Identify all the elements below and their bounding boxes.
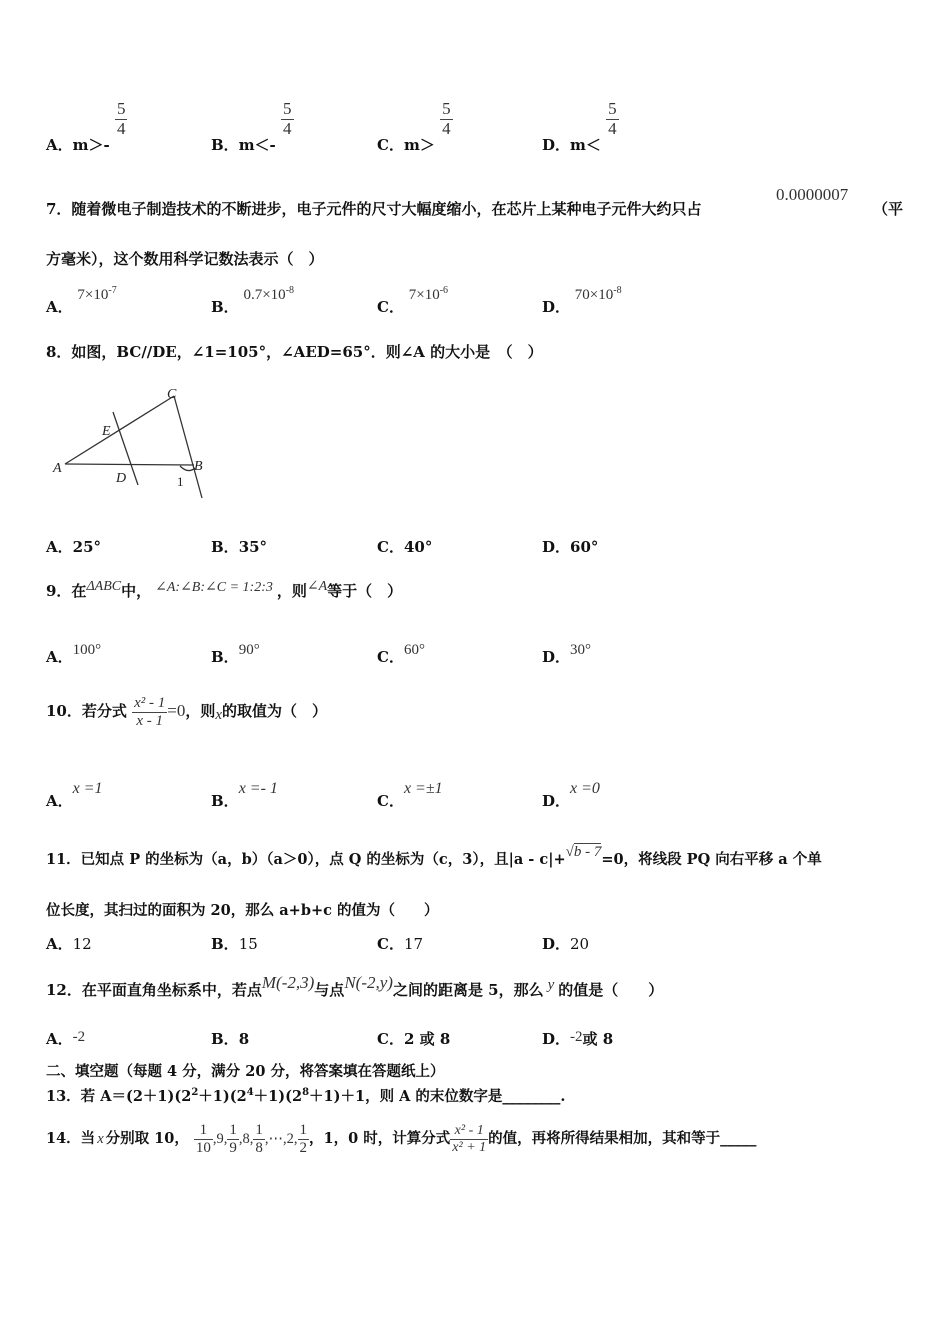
q7-option-a: A． $7\times 10^{-7}$ [46, 285, 117, 316]
sci-notation: $70\times 10^{-8}$ [574, 285, 622, 303]
q12-option-a: A．-2 [46, 1029, 86, 1048]
fraction-1-10: $\frac{1}{10}$ [195, 1122, 211, 1156]
q10-option-c: C．x =±1 [377, 780, 443, 810]
q11-option-b: B．15 [211, 935, 258, 953]
q10-stem: 10．若分式 $\frac{\text{x² - 1}}{x - 1}$ =0，则x的取值为（ ） [46, 695, 328, 729]
q8-options [46, 536, 846, 556]
line-ab [65, 464, 194, 465]
section-title: 二、填空题（每题 4 分，满分 20 分，将答案填在答题纸上） [46, 1063, 445, 1080]
q8-option-a: A．25° [46, 538, 102, 556]
fraction: $\frac{5}{4}$ [283, 99, 292, 138]
q9-option-c: C．60° [377, 642, 425, 666]
sci-notation: $7\times 10^{-7}$ [77, 285, 117, 303]
q10-option-b: B．x =- 1 [211, 780, 278, 810]
fraction: $\frac{5}{4}$ [116, 99, 126, 138]
q6-option-c: C．m＞ $\frac{5}{4}$ [377, 99, 451, 155]
sci-notation: $7\times 10^{-6}$ [408, 285, 449, 303]
q12-option-d: D．-2或 8 [542, 1029, 614, 1048]
label-e: E [102, 424, 111, 439]
q12-option-b: B．8 [211, 1030, 250, 1048]
fraction: $\frac{5}{4}$ [608, 99, 617, 138]
q12-option-c: C．2 或 8 [377, 1030, 451, 1048]
q10-option-a: A．x =1 [46, 780, 103, 810]
q7-option-c: C． $7\times 10^{-6}$ [377, 285, 449, 316]
label-c: C [167, 387, 177, 402]
q7-stem-line2: 方毫米），这个数用科学记数法表示（ ） [46, 250, 324, 268]
q9-option-d: D．30° [542, 642, 592, 666]
point-m: M(-2,3) [261, 973, 315, 992]
q7-option-b: B． $0.7\times 10^{-8}$ [211, 285, 295, 316]
q6-options [46, 99, 846, 155]
label-a: A [53, 461, 62, 476]
q7-options [46, 283, 846, 317]
fraction: $\frac{\text{x² - 1}}{x - 1}$ [134, 695, 166, 729]
sqrt-expression: √b - 7 [565, 844, 602, 860]
q7-stem-tail: （平 [873, 200, 904, 218]
q6-option-a: A．m＞- $\frac{5}{4}$ [46, 99, 126, 155]
fraction-1-9: $\frac{1}{9}$ [229, 1122, 237, 1156]
fraction: $\frac{5}{4}$ [442, 99, 451, 138]
q8-option-b: B．35° [211, 538, 268, 556]
angle-ratio: ∠A:∠B:∠C = 1:2:3 [155, 580, 273, 595]
label-d: D [116, 471, 127, 486]
q8-stem: 8．如图，BC//DE，∠1=105°，∠AED=65°．则∠A 的大小是 （ ） [46, 343, 543, 361]
fraction-expression: $\frac{\text{x² - 1}}{\text{x² + 1}}$ [452, 1123, 487, 1155]
q13-stem: 13．若 $A=(2+1)(2^2+1)(2^4+1)(2^8+1)+1$，则 A 的末位数字是________. [46, 1087, 566, 1105]
q14-stem: 14．当 x 分别取 10， $\frac{1}{10}$ ,9, $\frac{1}{9}$ ,8, $\frac{1}{8}$ ,⋯,2, $\frac{1}{2}$ ，1，0 时，计算分式 $\frac{\text{x² - 1}}{\text{x² + 1}}$ 的值，再将所得结果相加，其和等于_____ [46, 1122, 757, 1156]
q7-option-d: D． $70\times 10^{-8}$ [542, 285, 622, 316]
q11-option-c: C．17 [377, 935, 424, 953]
q8-triangle-figure [50, 380, 220, 505]
q7-value: 0.0000007 [776, 185, 849, 204]
q11-options [46, 933, 846, 953]
q6-option-b: B．m＜- $\frac{5}{4}$ [211, 99, 292, 155]
q11-stem-line1: 11．已知点 P 的坐标为（a，b）（a＞0），点 Q 的坐标为（c，3），且|a - c|+√b - 7=0，将线段 PQ 向右平移 a 个单 [46, 844, 822, 868]
q11-option-a: A．12 [46, 935, 92, 953]
q9-options [46, 638, 846, 668]
q8-option-c: C．40° [377, 538, 433, 556]
q9-option-b: B．90° [211, 642, 260, 666]
angle-a: ∠A [306, 579, 328, 594]
q9-option-a: A．100° [46, 642, 102, 666]
q8-option-d: D．60° [542, 538, 599, 556]
triangle-abc: ΔABC [86, 579, 122, 594]
q12-stem: 12．在平面直角坐标系中，若点M(-2,3)与点N(-2,y)之间的距离是 5，那么 y 的值是（ ） [46, 973, 664, 999]
q10-options [46, 777, 846, 810]
sci-notation: $0.7\times 10^{-8}$ [243, 285, 295, 303]
fraction-1-2: $\frac{1}{2}$ [299, 1122, 308, 1156]
point-n: N(-2,y) [344, 973, 393, 992]
label-angle-1: 1 [177, 474, 184, 489]
q10-option-d: D．x =0 [542, 780, 600, 810]
fraction-1-8: $\frac{1}{8}$ [255, 1122, 263, 1156]
label-b: B [194, 459, 203, 474]
q9-stem: 9．在ΔABC中， ∠A:∠B:∠C = 1:2:3 ，则∠A等于（ ） [46, 579, 403, 600]
q7-stem-line1: 7．随着微电子制造技术的不断进步，电子元件的尺寸大幅度缩小，在芯片上某种电子元件大约只占 [46, 200, 702, 218]
q11-option-d: D．20 [542, 935, 590, 953]
q12-options [46, 1025, 846, 1047]
q6-option-d: D．m＜ $\frac{5}{4}$ [542, 99, 617, 155]
q11-stem-line2: 位长度，其扫过的面积为 20，那么 a+b+c 的值为（ ） [46, 902, 439, 919]
